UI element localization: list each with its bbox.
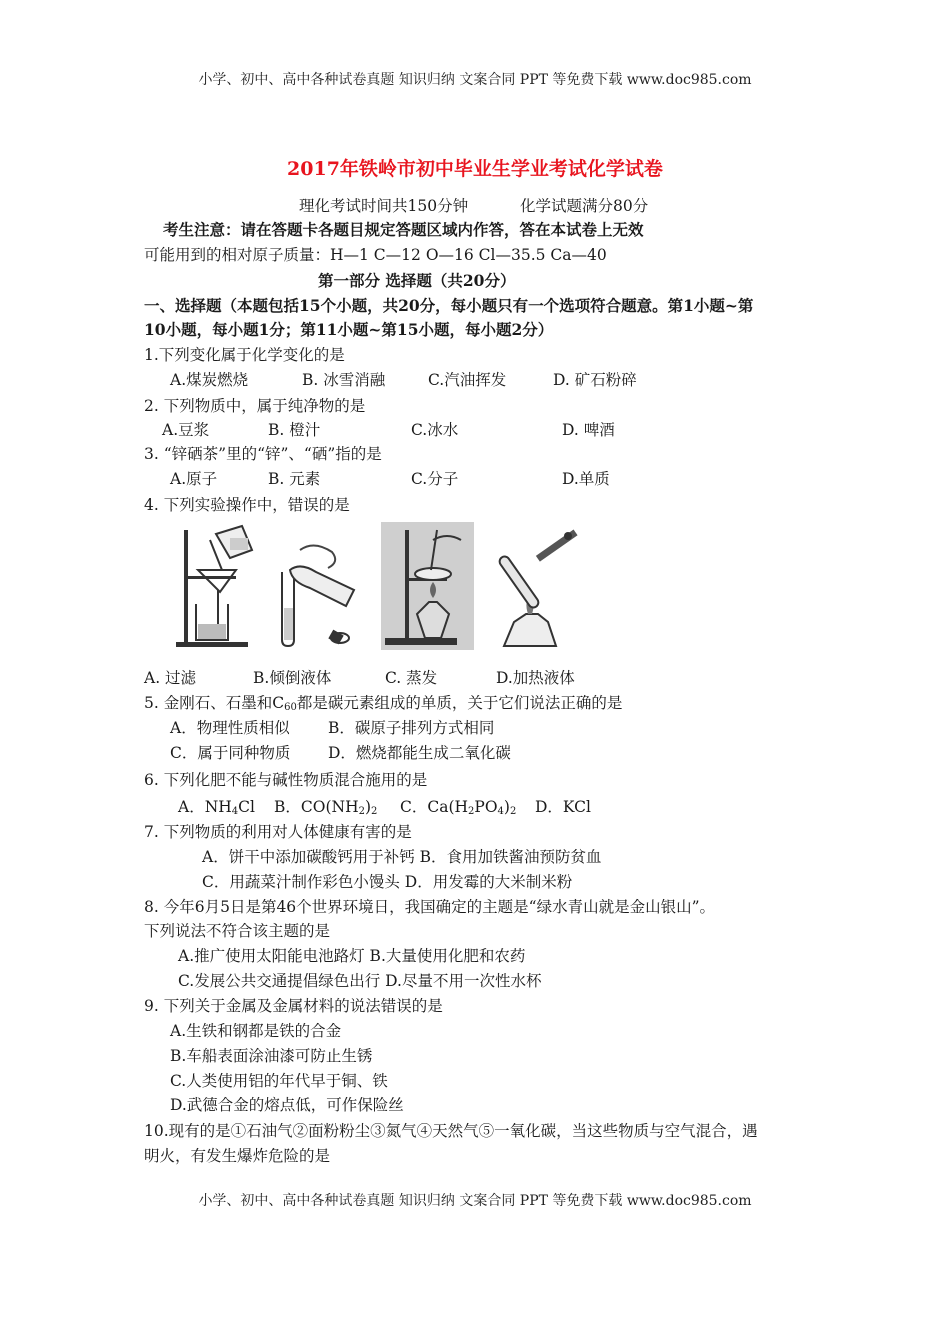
question-4-stem: 4. 下列实验操作中，错误的是 xyxy=(144,496,350,514)
question-9-option-a: A.生铁和钢都是铁的合金 xyxy=(170,1022,342,1040)
question-5-option-c: C．属于同种物质 xyxy=(170,744,291,762)
question-1-option-b: B. 冰雪消融 xyxy=(302,371,386,389)
page-header: 小学、初中、高中各种试卷真题 知识归纳 文案合同 PPT 等免费下载 www.doc985.com xyxy=(198,72,752,88)
question-3-stem: 3. “锌硒茶”里的“锌”、“硒”指的是 xyxy=(144,445,382,463)
exam-time: 理化考试时间共150分钟 xyxy=(299,197,469,215)
evaporation-icon xyxy=(381,522,474,650)
question-5-option-a: A．物理性质相似 xyxy=(170,719,290,737)
question-1-stem: 1.下列变化属于化学变化的是 xyxy=(144,346,345,364)
question-5-option-b: B．碳原子排列方式相同 xyxy=(328,719,495,737)
full-score: 化学试题满分80分 xyxy=(520,197,649,215)
question-4-option-b: B.倾倒液体 xyxy=(253,669,332,687)
question-10-stem-cont: 明火，有发生爆炸危险的是 xyxy=(144,1147,331,1165)
question-3-option-b: B. 元素 xyxy=(268,470,321,488)
question-2-stem: 2. 下列物质中，属于纯净物的是 xyxy=(144,397,366,415)
question-2-option-d: D. 啤酒 xyxy=(562,421,615,439)
question-3-option-a: A.原子 xyxy=(170,470,218,488)
evaporation-figure xyxy=(381,522,474,650)
question-1-option-d: D. 矿石粉碎 xyxy=(553,371,637,389)
question-3-option-c: C.分子 xyxy=(411,470,459,488)
section-instructions-cont: 10小题，每小题1分；第11小题~第15小题，每小题2分） xyxy=(144,320,554,339)
page-footer: 小学、初中、高中各种试卷真题 知识归纳 文案合同 PPT 等免费下载 www.doc985.com xyxy=(198,1193,752,1209)
question-9-option-c: C.人类使用铝的年代早于铜、铁 xyxy=(170,1072,388,1090)
question-2-option-b: B. 橙汁 xyxy=(268,421,321,439)
question-2-option-c: C.冰水 xyxy=(411,421,459,439)
question-7-stem: 7. 下列物质的利用对人体健康有害的是 xyxy=(144,823,412,841)
pouring-figure xyxy=(270,522,364,650)
question-7-options-ab: A．饼干中添加碳酸钙用于补钙 B．食用加铁酱油预防贫血 xyxy=(202,848,602,866)
question-6-option-d: D．KCl xyxy=(535,798,591,816)
question-9-option-b: B.车船表面涂油漆可防止生锈 xyxy=(170,1047,373,1065)
question-9-option-d: D.武德合金的熔点低，可作保险丝 xyxy=(170,1096,404,1114)
question-6-option-c: C．$Ca(H_2PO_4)_2$ xyxy=(400,798,517,817)
question-2-option-a: A.豆浆 xyxy=(162,421,210,439)
question-7-options-cd: C．用蔬菜汁制作彩色小馒头 D．用发霉的大米制米粉 xyxy=(202,873,573,891)
question-10-stem: 10.现有的是①石油气②面粉粉尘③氮气④天然气⑤一氧化碳，当这些物质与空气混合，遇 xyxy=(144,1122,758,1140)
question-8-options-cd: C.发展公共交通提倡绿色出行 D.尽量不用一次性水杯 xyxy=(178,972,542,990)
question-8-stem: 8. 今年6月5日是第46个世界环境日，我国确定的主题是“绿水青山就是金山银山”。 xyxy=(144,898,716,916)
question-4-option-a: A. 过滤 xyxy=(144,669,197,687)
heating-liquid-icon xyxy=(490,522,588,650)
question-1-option-c: C.汽油挥发 xyxy=(428,371,507,389)
question-5-option-d: D．燃烧都能生成二氧化碳 xyxy=(328,744,511,762)
question-1-option-a: A.煤炭燃烧 xyxy=(170,371,249,389)
question-6-option-a: A．$NH_4Cl$ xyxy=(178,798,255,817)
question-8-options-ab: A.推广使用太阳能电池路灯 B.大量使用化肥和农药 xyxy=(178,947,526,965)
question-4-option-d: D.加热液体 xyxy=(496,669,575,687)
pouring-liquid-icon xyxy=(270,522,364,650)
question-3-option-d: D.单质 xyxy=(562,470,610,488)
exam-title: 2017年铁岭市初中毕业生学业考试化学试卷 xyxy=(287,158,663,180)
filtration-figure xyxy=(172,522,258,650)
question-6-option-b: B．$CO(NH_2)_2$ xyxy=(274,798,378,817)
heating-liquid-figure xyxy=(490,522,588,650)
question-8-stem-cont: 下列说法不符合该主题的是 xyxy=(144,922,331,940)
question-5-stem: 5. 金刚石、石墨和$C_{60}$都是碳元素组成的单质，关于它们说法正确的是 xyxy=(144,694,623,713)
question-9-stem: 9. 下列关于金属及金属材料的说法错误的是 xyxy=(144,997,443,1015)
candidate-notice: 考生注意：请在答题卡各题目规定答题区域内作答，答在本试卷上无效 xyxy=(163,220,644,239)
question-4-option-c: C. 蒸发 xyxy=(385,669,438,687)
question-6-stem: 6. 下列化肥不能与碱性物质混合施用的是 xyxy=(144,771,428,789)
atomic-mass-info: 可能用到的相对原子质量：H—1 C—12 O—16 Cl—35.5 Ca—40 xyxy=(144,246,607,264)
part-one-heading: 第一部分 选择题（共20分） xyxy=(318,271,516,290)
section-instructions: 一、选择题（本题包括15个小题，共20分，每小题只有一个选项符合题意。第1小题~第 xyxy=(144,296,754,315)
filtration-icon xyxy=(172,522,258,650)
